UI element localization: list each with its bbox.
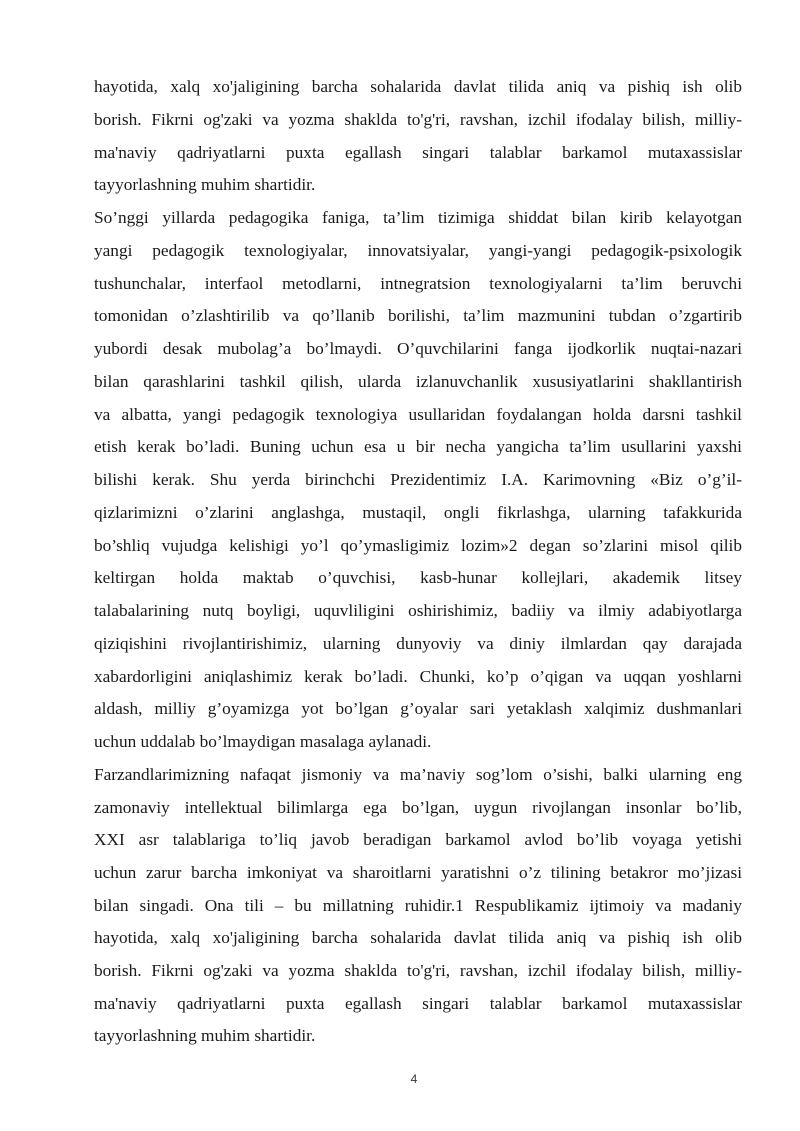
text-line: tushunchalar, interfaol metodlarni, intnegratsion texnologiyalarni ta’lim beruvchi xyxy=(94,274,742,293)
page-number: 4 xyxy=(410,1072,418,1086)
text-line: zamonaviy intellektual bilimlarga ega bo’lgan, uygun rivojlangan insonlar bo’lib, xyxy=(94,798,742,817)
text-line: hayotida, xalq xo'jaligining barcha sohalarida davlat tilida aniq va pishiq ish olib xyxy=(94,928,742,947)
text-line: hayotida, xalq xo'jaligining barcha sohalarida davlat tilida aniq va pishiq ish olib xyxy=(94,77,742,96)
text-line: tayyorlashning muhim shartidir. xyxy=(94,175,316,194)
text-line: yangi pedagogik texnologiyalar, innovatsiyalar, yangi-yangi pedagogik-psixologik xyxy=(94,241,742,260)
text-line: keltirgan holda maktab o’quvchisi, kasb-hunar kollejlari, akademik litsey xyxy=(94,568,742,587)
text-line: aldash, milliy g’oyamizga yot bo’lgan g’oyalar sari yetaklash xalqimiz dushmanlari xyxy=(94,699,742,718)
text-line: bo’shliq vujudga kelishigi yo’l qo’ymasligimiz lozim»2 degan so’zlarini misol qilib xyxy=(94,536,742,555)
text-line: xabardorligini aniqlashimiz kerak bo’ladi. Chunki, ko’p o’qigan va uqqan yoshlarni xyxy=(94,667,742,686)
text-line: qizlarimizni o’zlarini anglashga, mustaqil, ongli fikrlashga, ularning tafakkurida xyxy=(94,503,742,522)
text-line: talabalarining nutq boyligi, uquvliligini oshirishimiz, badiiy va ilmiy adabiyotlarga xyxy=(94,601,742,620)
text-line: yubordi desak mubolag’a bo’lmaydi. O’quvchilarini fanga ijodkorlik nuqtai-nazari xyxy=(94,339,742,358)
text-line: XXI asr talablariga to’liq javob beradigan barkamol avlod bo’lib voyaga yetishi xyxy=(94,830,742,849)
text-line: tayyorlashning muhim shartidir. xyxy=(94,1026,316,1045)
text-line: So’nggi yillarda pedagogika faniga, ta’lim tizimiga shiddat bilan kirib kelayotgan xyxy=(94,208,742,227)
text-line: tomonidan o’zlashtirilib va qo’llanib borilishi, ta’lim mazmunini tubdan o’zgartirib xyxy=(94,306,742,325)
text-line: va albatta, yangi pedagogik texnologiya usullaridan foydalangan holda darsni tashkil xyxy=(94,405,742,424)
text-line: borish. Fikrni og'zaki va yozma shaklda to'g'ri, ravshan, izchil ifodalay bilish, milliy- xyxy=(94,110,742,129)
text-line: borish. Fikrni og'zaki va yozma shaklda to'g'ri, ravshan, izchil ifodalay bilish, milliy- xyxy=(94,961,742,980)
text-line: etish kerak bo’ladi. Buning uchun esa u bir necha yangicha ta’lim usullarini yaxshi xyxy=(94,437,742,456)
text-line: uchun uddalab bo’lmaydigan masalaga aylanadi. xyxy=(94,732,432,751)
text-line: ma'naviy qadriyatlarni puxta egallash singari talablar barkamol mutaxassislar xyxy=(94,994,742,1013)
text-line: bilishi kerak. Shu yerda birinchchi Prezidentimiz I.A. Karimovning «Biz o’g’il- xyxy=(94,470,742,489)
text-line: bilan singadi. Ona tili – bu millatning ruhidir.1 Respublikamiz ijtimoiy va madaniy xyxy=(94,896,742,915)
text-line: bilan qarashlarini tashkil qilish, ularda izlanuvchanlik xususiyatlarini shakllantirish xyxy=(94,372,742,391)
text-line: Farzandlarimizning nafaqat jismoniy va ma’naviy sog’lom o’sishi, balki ularning eng xyxy=(94,765,742,784)
text-line: qiziqishini rivojlantirishimiz, ularning dunyoviy va diniy ilmlardan qay darajada xyxy=(94,634,742,653)
text-line: ma'naviy qadriyatlarni puxta egallash singari talablar barkamol mutaxassislar xyxy=(94,143,742,162)
text-line: uchun zarur barcha imkoniyat va sharoitlarni yaratishni o’z tilining betakror mo’jizasi xyxy=(94,863,742,882)
